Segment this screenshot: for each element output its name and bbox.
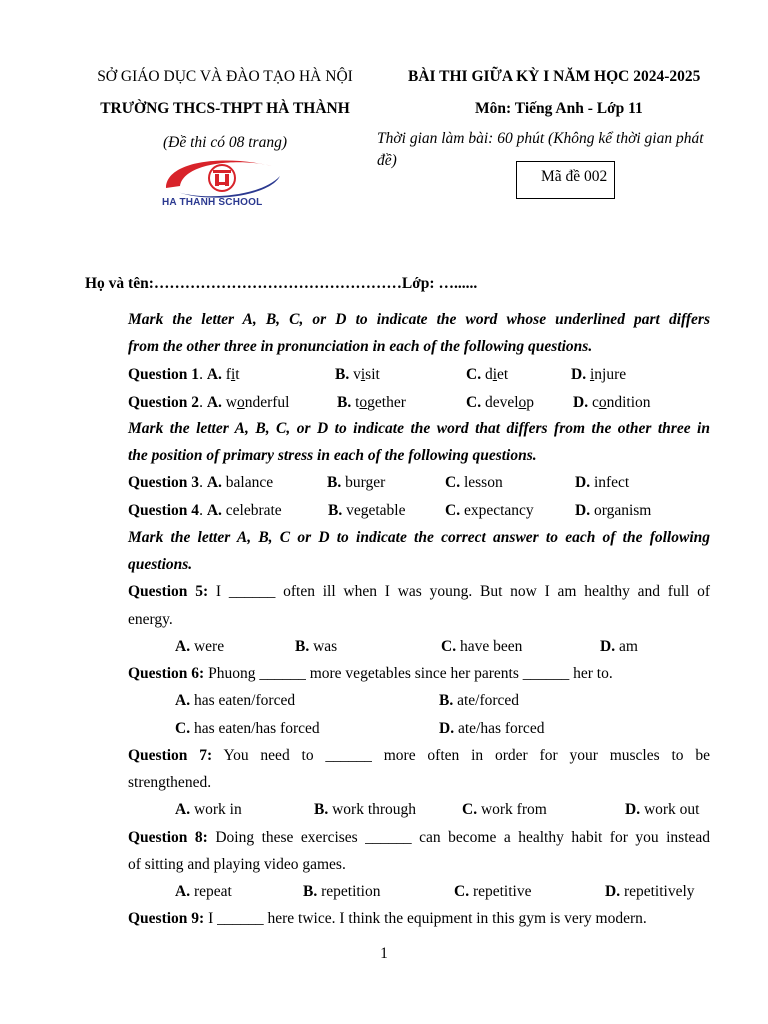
option-a[interactable]: fit <box>225 366 240 383</box>
question-4: Question 4. A. celebrate <box>128 502 282 519</box>
question-5-option-d[interactable]: D. am <box>600 638 638 655</box>
exam-code-box <box>516 161 615 199</box>
instruction-answer-line2: questions. <box>128 556 193 573</box>
question-2-option-c[interactable]: C. develop <box>466 394 535 411</box>
instruction-stress-line2: the position of primary stress in each of the following questions. <box>128 447 537 464</box>
question-8-option-a[interactable]: A. repeat <box>175 883 232 900</box>
question-7-option-a[interactable]: A. work in <box>175 801 242 818</box>
student-name-class-line: Họ và tên:…………………………………………Lớp: …...... <box>85 275 478 292</box>
question-number: Question 1 <box>128 366 200 383</box>
question-8-option-c[interactable]: C. repetitive <box>454 883 532 900</box>
exam-code: Mã đề 002 <box>541 168 608 185</box>
logo-text: HA THANH SCHOOL <box>162 197 263 208</box>
question-6-stem: Question 6: Phuong ______ more vegetables since her parents ______ her to. <box>128 665 613 682</box>
option-a[interactable]: celebrate <box>225 502 282 519</box>
instruction-stress-line1: Mark the letter A, B, C, or D to indicate the word that differs from the other three in <box>128 420 710 437</box>
school-name: TRƯỜNG THCS-THPT HÀ THÀNH <box>100 100 350 117</box>
question-5-stem: Question 5: I ______ often ill when I was young. But now I am healthy and full of <box>128 583 711 600</box>
question-5-option-a[interactable]: A. were <box>175 638 225 655</box>
option-a[interactable]: balance <box>225 474 274 491</box>
question-3-option-c[interactable]: C. lesson <box>445 474 503 491</box>
question-7-option-c[interactable]: C. work from <box>462 801 547 818</box>
question-5-option-c[interactable]: C. have been <box>441 638 523 655</box>
question-5-stem-cont: energy. <box>128 611 173 628</box>
question-6-option-a[interactable]: A. has eaten/forced <box>175 692 296 709</box>
page-number: 1 <box>380 945 388 962</box>
question-9-stem: Question 9: I ______ here twice. I think the equipment in this gym is very modern. <box>128 910 647 927</box>
pages-note: (Đề thi có 08 trang) <box>163 134 287 151</box>
question-7-stem-cont: strengthened. <box>128 774 212 791</box>
question-number: Question 2 <box>128 394 200 411</box>
question-1-option-d[interactable]: D. injure <box>571 366 627 383</box>
department-name: SỞ GIÁO DỤC VÀ ĐÀO TẠO HÀ NỘI <box>97 68 353 85</box>
question-4-option-c[interactable]: C. expectancy <box>445 502 534 519</box>
question-3: Question 3. A. balance <box>128 474 274 491</box>
question-7-stem: Question 7: You need to ______ more often in order for your muscles to be <box>128 747 710 764</box>
question-4-option-b[interactable]: B. vegetable <box>328 502 406 519</box>
exam-time-line1: Thời gian làm bài: 60 phút (Không kể thời gian phát <box>377 130 704 147</box>
instruction-pronunciation-line2: from the other three in pronunciation in each of the following questions. <box>128 338 593 355</box>
exam-title: BÀI THI GIỮA KỲ I NĂM HỌC 2024-2025 <box>408 68 701 85</box>
question-7-option-d[interactable]: D. work out <box>625 801 700 818</box>
question-7-option-b[interactable]: B. work through <box>314 801 417 818</box>
instruction-answer-line1: Mark the letter A, B, C or D to indicate the correct answer to each of the following <box>128 529 710 546</box>
exam-time-line2: đề) <box>377 152 397 169</box>
question-1: Question 1. A. fit <box>128 366 240 383</box>
question-3-option-b[interactable]: B. burger <box>327 474 386 491</box>
question-1-option-c[interactable]: C. diet <box>466 366 509 383</box>
question-8-option-d[interactable]: D. repetitively <box>605 883 695 900</box>
question-6-option-c[interactable]: C. has eaten/has forced <box>175 720 320 737</box>
question-6-option-b[interactable]: B. ate/forced <box>439 692 520 709</box>
school-logo <box>160 152 285 212</box>
question-8-stem: Question 8: Doing these exercises ______ can become a healthy habit for you instead <box>128 829 711 846</box>
question-8-option-b[interactable]: B. repetition <box>303 883 381 900</box>
question-2-option-b[interactable]: B. together <box>337 394 406 411</box>
question-6-option-d[interactable]: D. ate/has forced <box>439 720 545 737</box>
question-4-option-d[interactable]: D. organism <box>575 502 652 519</box>
question-2: Question 2. A. wonderful <box>128 394 290 411</box>
option-a[interactable]: wonderful <box>225 394 290 411</box>
question-1-option-b[interactable]: B. visit <box>335 366 380 383</box>
question-2-option-d[interactable]: D. condition <box>573 394 651 411</box>
question-3-option-d[interactable]: D. infect <box>575 474 630 491</box>
question-8-stem-cont: of sitting and playing video games. <box>128 856 346 873</box>
instruction-pronunciation-line1: Mark the letter A, B, C, or D to indicate the word whose underlined part differs <box>128 311 710 328</box>
question-5-option-b[interactable]: B. was <box>295 638 338 655</box>
subject-grade: Môn: Tiếng Anh - Lớp 11 <box>475 100 643 117</box>
